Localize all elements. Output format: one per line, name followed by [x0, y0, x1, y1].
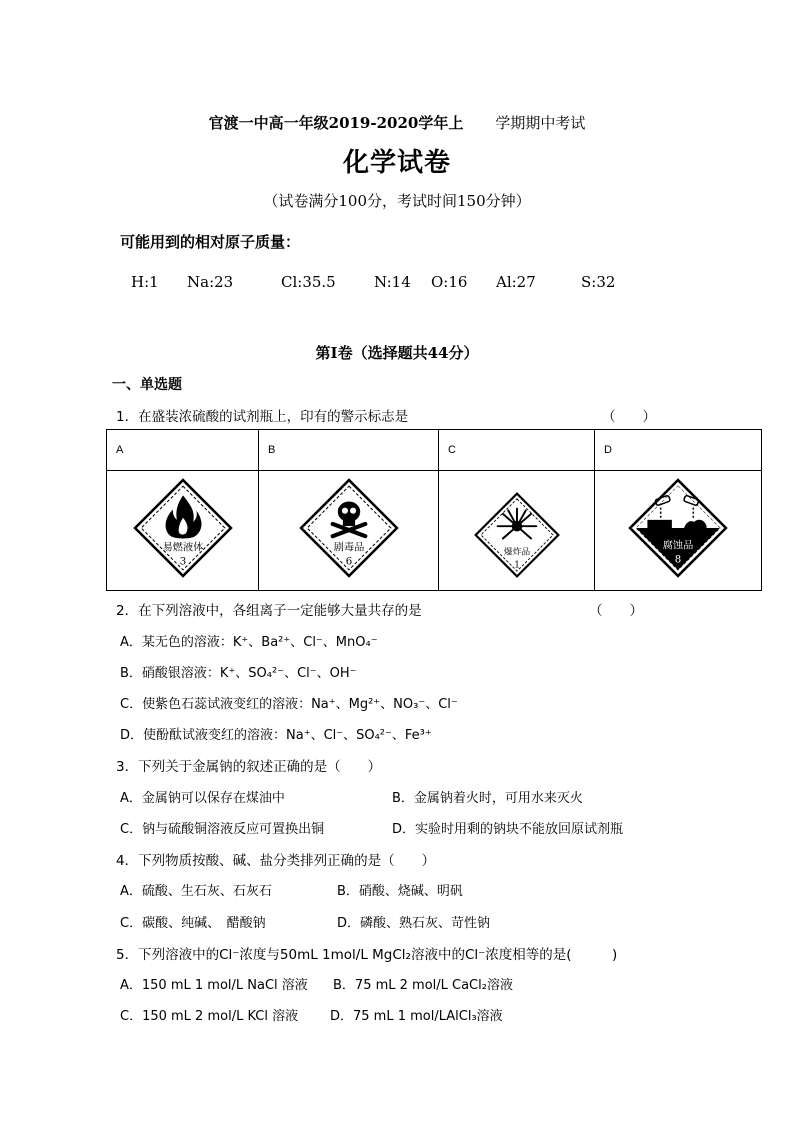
atomic-mass-heading: 可能用到的相对原子质量： — [120, 233, 301, 251]
sign-label: 腐蚀品 — [662, 540, 694, 552]
option-d: D．使酚酞试液变红的溶液：Na⁺、Cl⁻、SO₄²⁻、Fe³⁺ — [120, 728, 432, 743]
table-header-cell: C — [439, 430, 595, 471]
answer-paren: （ ） — [589, 603, 643, 619]
option-b: B．75 mL 2 mol/L CaCl₂溶液 — [333, 978, 513, 993]
sign-number: 6 — [345, 556, 352, 568]
option-b: B．硝酸、烧碱、明矾 — [337, 884, 463, 899]
option-d: D．实验时用剩的钠块不能放回原试剂瓶 — [392, 822, 624, 837]
school-header — [0, 112, 794, 133]
option-c: C．使紫色石蕊试液变红的溶液：Na⁺、Mg²⁺、NO₃⁻、Cl⁻ — [120, 697, 458, 712]
answer-paren: （ ） — [602, 409, 656, 425]
option-c: C．150 mL 2 mol/L KCl 溶液 — [120, 1009, 299, 1024]
sign-number: 1 — [513, 560, 520, 571]
part-title: 第Ⅰ卷（选择题共44分） — [315, 344, 479, 362]
mass-item: Na:23 — [187, 273, 234, 291]
mass-item: H:1 — [131, 273, 159, 291]
question-1-stem: 1．在盛装浓硫酸的试剂瓶上，印有的警示标志是 — [116, 409, 409, 425]
mass-item: S:32 — [581, 273, 616, 291]
exam-info: （试卷满分100分，考试时间150分钟） — [263, 192, 531, 210]
flame-icon — [132, 477, 234, 579]
sign-label: 易燃液体 — [162, 542, 203, 554]
exam-term: 学期期中考试 — [495, 114, 586, 132]
option-d: D．磷酸、熟石灰、苛性钠 — [337, 916, 491, 931]
option-d: D．75 mL 1 mol/LAlCl₃溶液 — [330, 1009, 503, 1024]
option-a: A．硫酸、生石灰、石灰石 — [120, 884, 272, 899]
corrosive-icon — [627, 477, 729, 579]
school-name: 官渡一中高一年级2019-2020学年上 — [208, 114, 464, 132]
sign-cell-b — [259, 471, 439, 591]
option-a: A．150 mL 1 mol/L NaCl 溶液 — [120, 978, 308, 993]
table-header-cell: A — [107, 430, 259, 471]
question-5-stem: 5．下列溶液中的Cl⁻浓度与50mL 1mol/L MgCl₂溶液中的Cl⁻浓度相等的是( ) — [116, 947, 618, 963]
question-4-stem: 4．下列物质按酸、碱、盐分类排列正确的是（ ） — [116, 853, 436, 869]
option-b: B．金属钠着火时，可用水来灭火 — [392, 791, 583, 806]
sign-label: 剧毒品 — [333, 542, 364, 554]
option-c: C．钠与硫酸铜溶液反应可置换出铜 — [120, 822, 325, 837]
question-3-stem: 3．下列关于金属钠的叙述正确的是（ ） — [116, 759, 382, 775]
sign-number: 3 — [179, 556, 186, 568]
section-title: 一、单选题 — [112, 377, 182, 393]
sign-number: 8 — [674, 554, 682, 566]
mass-item: Al:27 — [496, 273, 536, 291]
mass-item: Cl:35.5 — [281, 273, 336, 291]
sign-cell-a — [107, 471, 259, 591]
option-a: A．某无色的溶液：K⁺、Ba²⁺、Cl⁻、MnO₄⁻ — [120, 635, 378, 650]
skull-icon — [298, 477, 400, 579]
option-c: C．碳酸、纯碱、 醋酸钠 — [120, 916, 266, 931]
paper-title: 化学试卷 — [342, 148, 451, 178]
sign-cell-c — [439, 471, 595, 591]
table-header-cell: D — [595, 430, 762, 471]
table-header-cell: B — [259, 430, 439, 471]
option-a: A．金属钠可以保存在煤油中 — [120, 791, 285, 806]
mass-item: N:14 — [374, 273, 411, 291]
mass-item: O:16 — [431, 273, 468, 291]
question-2-stem: 2．在下列溶液中，各组离子一定能够大量共存的是 — [116, 603, 422, 619]
warning-sign-table — [106, 429, 762, 591]
explosion-icon — [473, 491, 561, 579]
sign-cell-d — [595, 471, 762, 591]
option-b: B．硝酸银溶液：K⁺、SO₄²⁻、Cl⁻、OH⁻ — [120, 666, 357, 681]
sign-label: 爆炸品 — [503, 547, 530, 558]
